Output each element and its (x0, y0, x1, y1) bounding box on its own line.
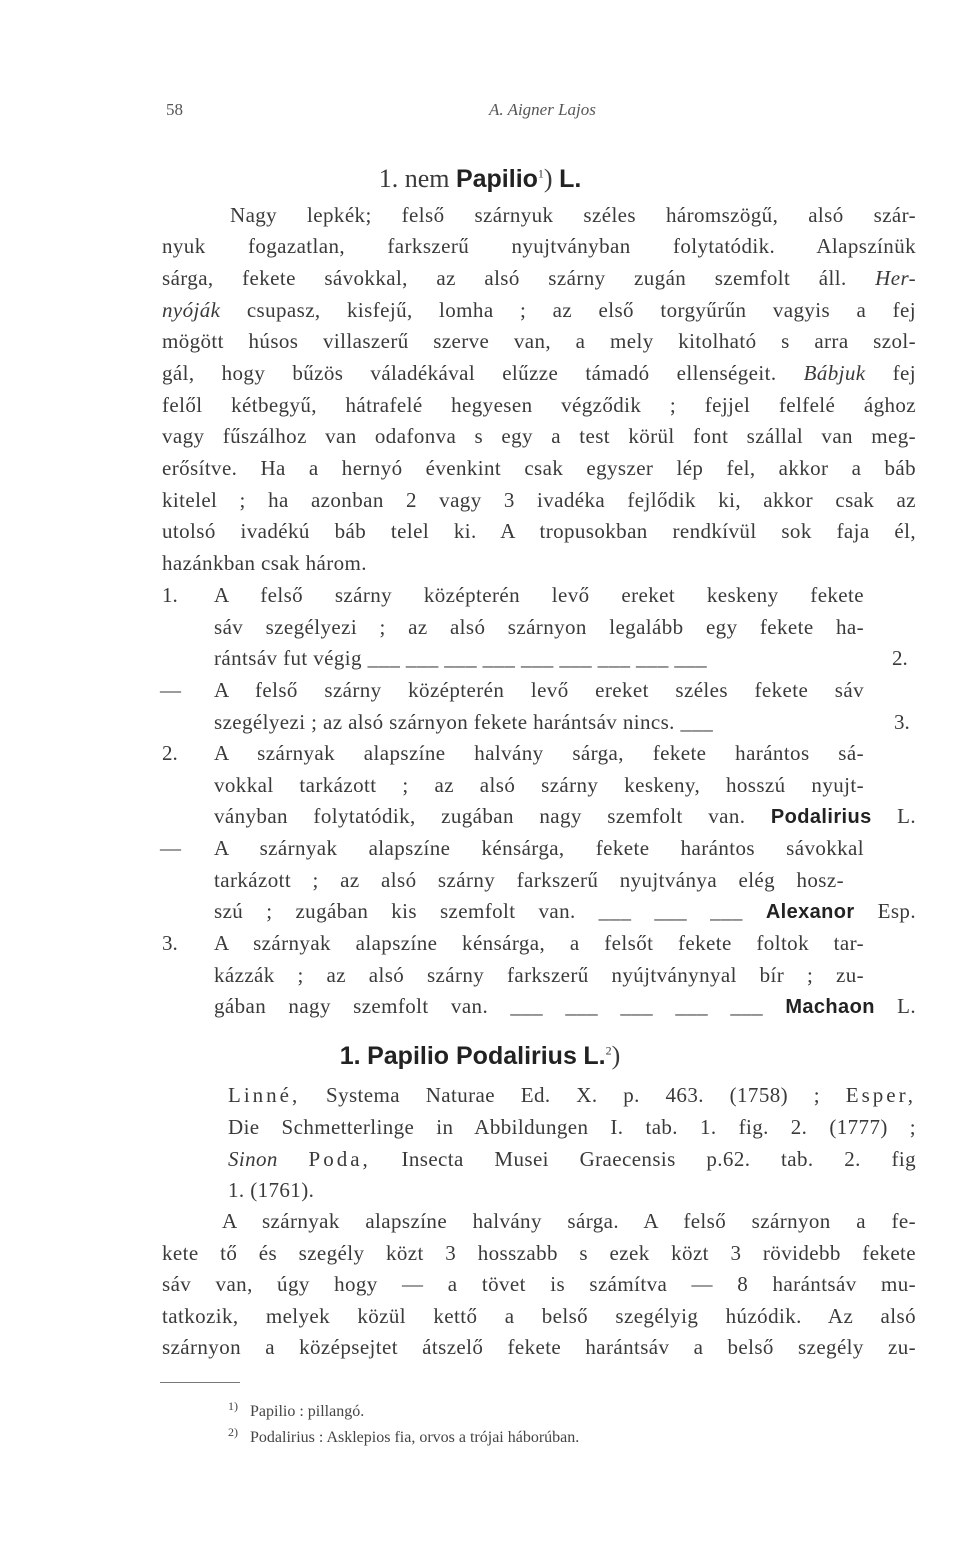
key-line: A szárnyak alapszíne halvány sárga, fekete harántos sá- (214, 741, 864, 765)
key-number: 3. (162, 931, 178, 955)
key-line: gában nagy szemfolt van. ___ ___ ___ ___ ___ Machaon L. (214, 994, 916, 1018)
running-title: A. Aigner Lajos (489, 100, 596, 119)
key-line: ványban folytatódik, zugában nagy szemfolt van. Podalirius L. (214, 804, 916, 828)
key-line: vokkal tarkázott ; az alsó szárny keskeny, hosszú nyujt- (214, 773, 864, 797)
species-desc-line: A szárnyak alapszíne halvány sárga. A felső szárnyon a fe- (222, 1209, 916, 1233)
key-line: tarkázott ; az alsó szárny farkszerű nyujtványa elég hosz- (214, 868, 844, 892)
genus-desc-line: erősítve. Ha a hernyó évenkint csak egyszer lép fel, akkor a báb (162, 456, 916, 480)
page-number: 58 (166, 100, 183, 119)
key-reference: 2. (892, 646, 908, 670)
key-line: kázzák ; az alsó szárny farkszerű nyújtványnyal bír ; zu- (214, 963, 864, 987)
genus-desc-line: nyóják csupasz, kisfejű, lomha ; az első torgyűrűn vagyis a fej (162, 298, 916, 322)
footnote-rule (160, 1382, 240, 1383)
species-desc-line: szárnyon a középsejtet átszelő fekete harántsáv a belső szegély zu- (162, 1335, 916, 1359)
key-line: A felső szárny középterén levő ereket keskeny fekete (214, 583, 864, 607)
key-line: rántsáv fut végig ___ ___ ___ ___ ___ ___ ___ ___ ___ (214, 646, 708, 670)
reference-line: 1. (1761). (228, 1178, 315, 1202)
species-heading: 1. Papilio Podalirius L.$^2$) (339, 1041, 621, 1070)
reference-line: Sinon Poda, Insecta Musei Graecensis p.62. tab. 2. fig (228, 1147, 916, 1171)
genus-desc-line: gál, hogy bűzös váladékával elűzze támadó ellenségeit. Bábjuk fej (162, 361, 917, 385)
key-number: 2. (162, 741, 178, 765)
genus-heading: 1. nem Papilio$^1$) L. (378, 164, 582, 193)
genus-desc-line: felől kétbegyű, hátrafelé hegyesen végződik ; fejjel felfelé ághoz (162, 393, 916, 417)
key-number: 1. (162, 583, 178, 607)
reference-line: Linné, Systema Naturae Ed. X. p. 463. (1758) ; Esper, (228, 1083, 916, 1107)
genus-desc-line: sárga, fekete sávokkal, az alsó szárny zugán szemfolt áll. Her- (162, 266, 916, 290)
genus-desc-line: mögött húsos villaszerű szerve van, a mely kitolható s arra szol- (162, 329, 916, 353)
key-line: szegélyezi ; az alsó szárnyon fekete harántsáv nincs. ___ (214, 710, 714, 734)
key-line: szú ; zugában kis szemfolt van. ___ ___ ___ Alexanor Esp. (214, 899, 916, 923)
species-desc-line: kete tő és szegély közt 3 hosszabb s ezek közt 3 rövidebb fekete (162, 1241, 916, 1265)
genus-desc-line: utolsó ivadékú báb telel ki. A tropusokban rendkívül sok faja él, (162, 519, 916, 543)
key-line: A szárnyak alapszíne kénsárga, fekete harántos sávokkal (214, 836, 864, 860)
key-line: sáv szegélyezi ; az alsó szárnyon legalább egy fekete ha- (214, 615, 864, 639)
species-desc-line: tatkozik, melyek közül kettő a belső szegélyig húzódik. Az alsó (162, 1304, 916, 1328)
genus-desc-line: nyuk fogazatlan, farkszerű nyujtványban folytatódik. Alapszínük (162, 234, 916, 258)
key-reference: 3. (894, 710, 910, 734)
genus-desc-line: vagy fűszálhoz van odafonva s egy a test körül font szállal van meg- (162, 424, 916, 448)
key-dash: — (160, 678, 181, 702)
reference-line: Die Schmetterlinge in Abbildungen I. tab. 1. fig. 2. (1777) ; (228, 1115, 916, 1139)
key-line: A szárnyak alapszíne kénsárga, a felsőt fekete foltok tar- (214, 931, 864, 955)
genus-desc-line: kitelel ; ha azonban 2 vagy 3 ivadéka fejlődik ki, akkor csak az (162, 488, 916, 512)
species-desc-line: sáv van, úgy hogy — a tövet is számítva — 8 harántsáv mu- (162, 1272, 916, 1296)
genus-desc-line: Nagy lepkék; felső szárnyuk széles háromszögű, alsó szár- (230, 203, 916, 227)
key-line: A felső szárny középterén levő ereket széles fekete sáv (214, 678, 864, 702)
genus-desc-line: hazánkban csak három. (162, 551, 367, 575)
footnote: $^{2)}$ Podalirius : Asklepios fia, orvos a trójai háborúban. (228, 1425, 580, 1447)
key-dash: — (160, 836, 181, 860)
footnote: $^{1)}$ Papilio : pillangó. (228, 1399, 365, 1421)
